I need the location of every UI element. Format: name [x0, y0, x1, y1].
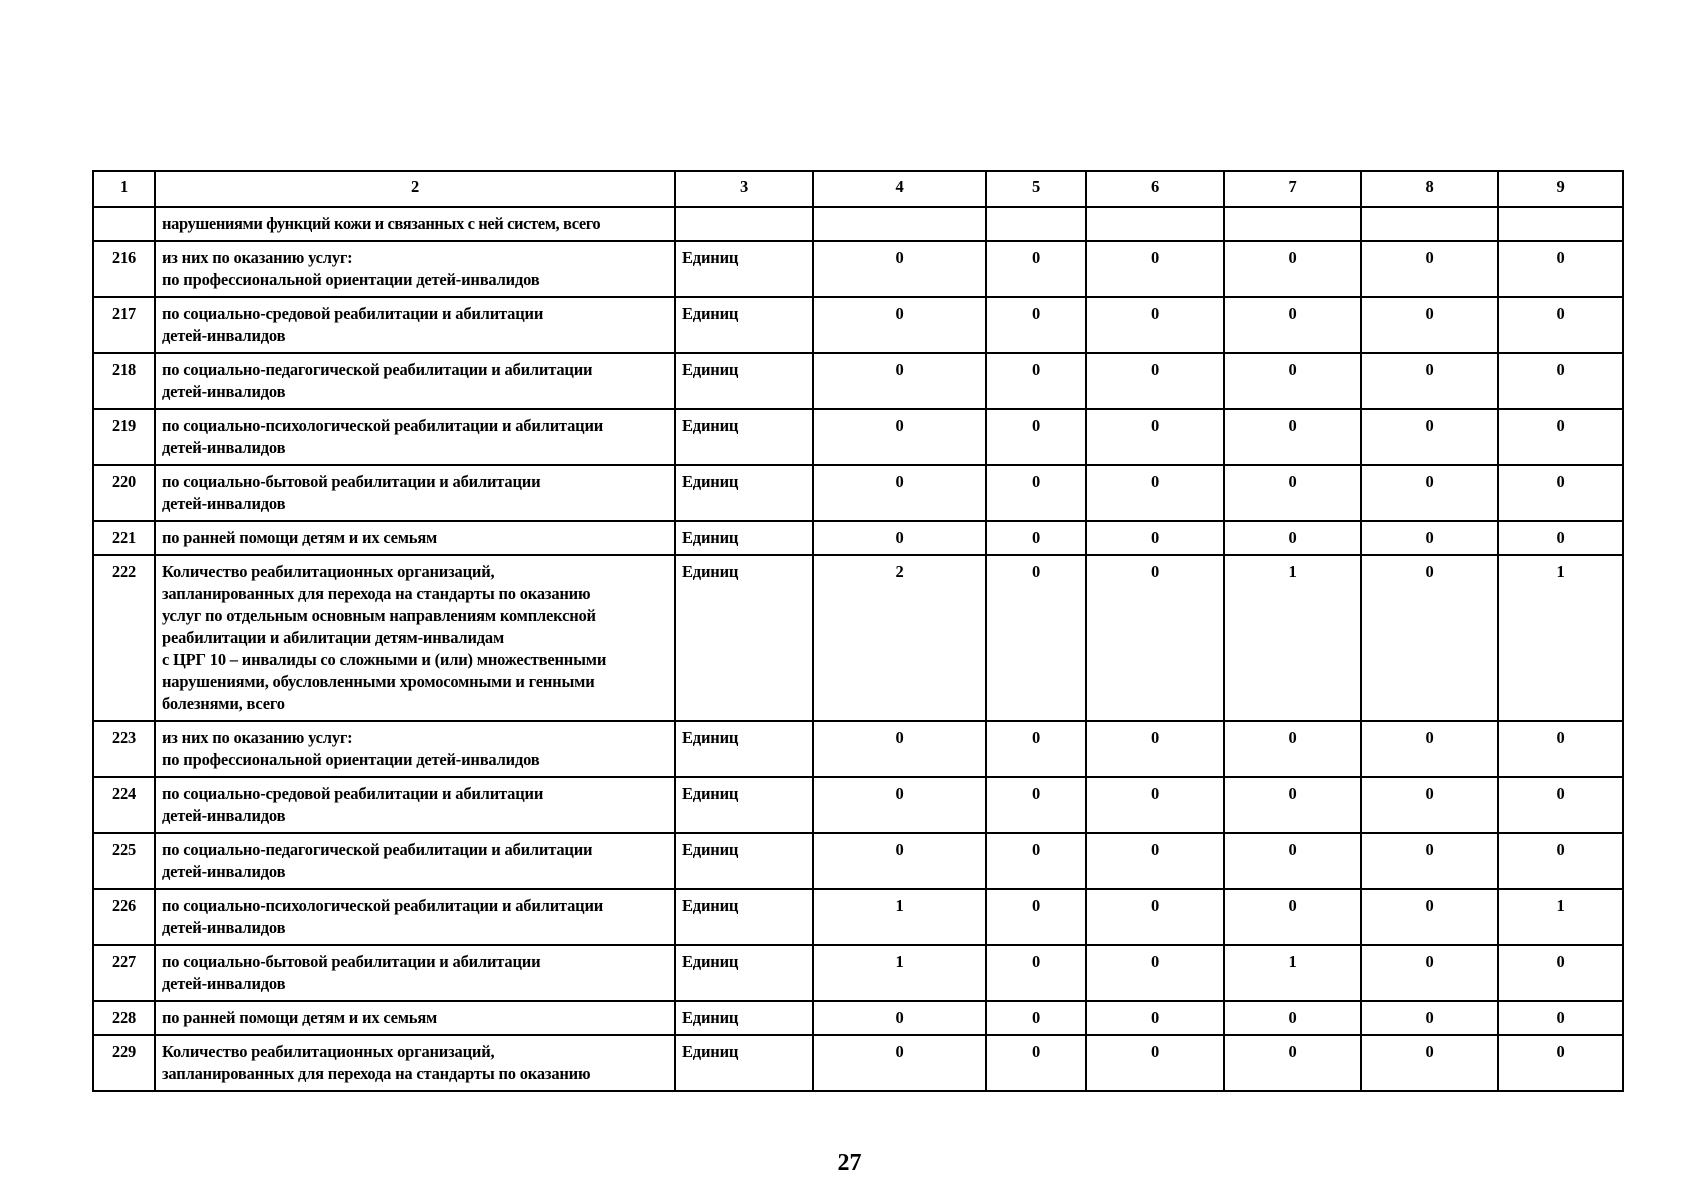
value-cell [1361, 207, 1498, 241]
value-cell: 0 [1086, 241, 1224, 297]
table-row [93, 721, 1623, 777]
value-cell: 0 [1224, 889, 1361, 945]
unit-cell: Единиц [675, 465, 813, 521]
value-cell: 0 [1361, 945, 1498, 1001]
table-row [93, 945, 1623, 1001]
row-number-cell [93, 207, 155, 241]
value-cell: 0 [1086, 777, 1224, 833]
unit-cell: Единиц [675, 945, 813, 1001]
value-cell: 0 [813, 297, 986, 353]
value-cell: 0 [986, 889, 1086, 945]
unit-cell: Единиц [675, 241, 813, 297]
value-cell: 0 [986, 241, 1086, 297]
unit-cell [675, 207, 813, 241]
value-cell: 0 [1086, 465, 1224, 521]
value-cell: 0 [1086, 721, 1224, 777]
value-cell: 0 [1086, 833, 1224, 889]
unit-cell: Единиц [675, 353, 813, 409]
unit-cell: Единиц [675, 833, 813, 889]
value-cell: 0 [986, 353, 1086, 409]
value-cell: 0 [1224, 465, 1361, 521]
table-row [93, 1001, 1623, 1035]
value-cell: 0 [1086, 409, 1224, 465]
row-number-cell: 229 [93, 1035, 155, 1091]
row-number-cell: 218 [93, 353, 155, 409]
column-header: 7 [1224, 171, 1361, 207]
column-header: 3 [675, 171, 813, 207]
value-cell: 0 [1361, 297, 1498, 353]
table-row [93, 465, 1623, 521]
column-header: 2 [155, 171, 675, 207]
value-cell: 0 [1361, 1035, 1498, 1091]
value-cell: 0 [1498, 353, 1623, 409]
value-cell [1498, 207, 1623, 241]
value-cell: 2 [813, 555, 986, 721]
statistics-table [92, 170, 1624, 1092]
value-cell: 0 [1224, 353, 1361, 409]
column-header: 4 [813, 171, 986, 207]
unit-cell: Единиц [675, 1001, 813, 1035]
row-description-cell: по ранней помощи детям и их семьям [155, 1001, 675, 1035]
value-cell: 0 [813, 1001, 986, 1035]
value-cell [1224, 207, 1361, 241]
continuation-row [93, 207, 1623, 241]
table-row [93, 353, 1623, 409]
value-cell: 0 [1224, 777, 1361, 833]
value-cell: 0 [1361, 889, 1498, 945]
column-header: 8 [1361, 171, 1498, 207]
row-description-cell: по ранней помощи детям и их семьям [155, 521, 675, 555]
row-number-cell: 221 [93, 521, 155, 555]
column-header: 1 [93, 171, 155, 207]
value-cell: 0 [1224, 1035, 1361, 1091]
value-cell: 0 [1498, 297, 1623, 353]
value-cell: 0 [1361, 777, 1498, 833]
value-cell: 0 [1086, 353, 1224, 409]
row-number-cell: 223 [93, 721, 155, 777]
value-cell: 0 [1361, 465, 1498, 521]
value-cell: 0 [986, 1001, 1086, 1035]
value-cell: 0 [1086, 1001, 1224, 1035]
row-description-cell: по социально-психологической реабилитации и абилитации детей-инвалидов [155, 889, 675, 945]
row-description-cell: по социально-психологической реабилитации и абилитации детей-инвалидов [155, 409, 675, 465]
value-cell: 0 [1361, 409, 1498, 465]
value-cell: 0 [1498, 721, 1623, 777]
value-cell: 0 [1498, 777, 1623, 833]
row-description-cell: по социально-бытовой реабилитации и абилитации детей-инвалидов [155, 945, 675, 1001]
row-description-cell: по социально-педагогической реабилитации и абилитации детей-инвалидов [155, 353, 675, 409]
table-row [93, 241, 1623, 297]
column-header: 9 [1498, 171, 1623, 207]
value-cell: 0 [1498, 465, 1623, 521]
value-cell: 0 [986, 555, 1086, 721]
value-cell: 0 [986, 945, 1086, 1001]
value-cell: 1 [1498, 555, 1623, 721]
row-number-cell: 219 [93, 409, 155, 465]
row-number-cell: 222 [93, 555, 155, 721]
value-cell: 0 [813, 721, 986, 777]
row-description-cell: Количество реабилитационных организаций, запланированных для перехода на стандарты по оказанию услуг по отдельным основным направлениям комплексной реабилитации и абилитации детям-инвалидам с ЦРГ 10 – инвалиды со сложными и (или) множественными нарушениями, обусловленными хромосомными и генными болезнями, всего [155, 555, 675, 721]
column-number-header-row [93, 171, 1623, 207]
page-number: 27 [837, 1150, 862, 1176]
table-row [93, 409, 1623, 465]
value-cell: 1 [813, 945, 986, 1001]
value-cell: 0 [1086, 1035, 1224, 1091]
value-cell: 0 [1498, 241, 1623, 297]
unit-cell: Единиц [675, 555, 813, 721]
row-number-cell: 226 [93, 889, 155, 945]
value-cell: 0 [813, 465, 986, 521]
table-row [93, 521, 1623, 555]
value-cell: 0 [986, 777, 1086, 833]
value-cell: 0 [1361, 353, 1498, 409]
value-cell: 0 [1224, 721, 1361, 777]
row-description-cell: нарушениями функций кожи и связанных с ней систем, всего [155, 207, 675, 241]
value-cell: 0 [1224, 521, 1361, 555]
value-cell: 0 [1498, 945, 1623, 1001]
value-cell: 0 [1498, 409, 1623, 465]
value-cell: 0 [813, 409, 986, 465]
table-row [93, 833, 1623, 889]
value-cell: 0 [986, 833, 1086, 889]
row-description-cell: по социально-средовой реабилитации и абилитации детей-инвалидов [155, 777, 675, 833]
value-cell: 0 [1224, 241, 1361, 297]
value-cell: 0 [1361, 721, 1498, 777]
value-cell: 1 [813, 889, 986, 945]
table-row [93, 297, 1623, 353]
unit-cell: Единиц [675, 889, 813, 945]
row-description-cell: из них по оказанию услуг: по профессиональной ориентации детей-инвалидов [155, 241, 675, 297]
row-number-cell: 228 [93, 1001, 155, 1035]
value-cell: 0 [1086, 889, 1224, 945]
value-cell: 0 [1361, 833, 1498, 889]
row-description-cell: по социально-бытовой реабилитации и абилитации детей-инвалидов [155, 465, 675, 521]
value-cell: 0 [813, 1035, 986, 1091]
row-description-cell: по социально-средовой реабилитации и абилитации детей-инвалидов [155, 297, 675, 353]
value-cell: 0 [1361, 555, 1498, 721]
unit-cell: Единиц [675, 297, 813, 353]
value-cell: 0 [1086, 297, 1224, 353]
value-cell: 0 [1498, 833, 1623, 889]
table-row [93, 777, 1623, 833]
value-cell: 0 [986, 1035, 1086, 1091]
value-cell: 0 [1361, 521, 1498, 555]
value-cell: 0 [813, 353, 986, 409]
value-cell: 0 [1498, 521, 1623, 555]
value-cell [813, 207, 986, 241]
unit-cell: Единиц [675, 1035, 813, 1091]
unit-cell: Единиц [675, 777, 813, 833]
value-cell: 0 [986, 721, 1086, 777]
row-description-cell: Количество реабилитационных организаций, запланированных для перехода на стандарты по оказанию [155, 1035, 675, 1091]
row-description-cell: по социально-педагогической реабилитации и абилитации детей-инвалидов [155, 833, 675, 889]
row-number-cell: 227 [93, 945, 155, 1001]
value-cell: 0 [1224, 409, 1361, 465]
table-row [93, 1035, 1623, 1091]
row-number-cell: 220 [93, 465, 155, 521]
value-cell: 0 [986, 521, 1086, 555]
value-cell [986, 207, 1086, 241]
value-cell: 0 [1498, 1001, 1623, 1035]
value-cell: 0 [813, 833, 986, 889]
value-cell: 1 [1224, 555, 1361, 721]
value-cell: 0 [813, 521, 986, 555]
value-cell: 0 [1361, 241, 1498, 297]
value-cell: 0 [813, 777, 986, 833]
column-header: 6 [1086, 171, 1224, 207]
value-cell: 1 [1224, 945, 1361, 1001]
row-number-cell: 216 [93, 241, 155, 297]
value-cell: 1 [1498, 889, 1623, 945]
row-description-cell: из них по оказанию услуг: по профессиональной ориентации детей-инвалидов [155, 721, 675, 777]
document-table-container [92, 170, 1622, 1092]
unit-cell: Единиц [675, 409, 813, 465]
value-cell: 0 [986, 409, 1086, 465]
value-cell [1086, 207, 1224, 241]
table-row [93, 555, 1623, 721]
value-cell: 0 [1086, 521, 1224, 555]
value-cell: 0 [1361, 1001, 1498, 1035]
row-number-cell: 224 [93, 777, 155, 833]
row-number-cell: 225 [93, 833, 155, 889]
value-cell: 0 [1086, 945, 1224, 1001]
value-cell: 0 [813, 241, 986, 297]
row-number-cell: 217 [93, 297, 155, 353]
value-cell: 0 [986, 465, 1086, 521]
value-cell: 0 [986, 297, 1086, 353]
table-row [93, 889, 1623, 945]
unit-cell: Единиц [675, 721, 813, 777]
value-cell: 0 [1224, 297, 1361, 353]
value-cell: 0 [1498, 1035, 1623, 1091]
unit-cell: Единиц [675, 521, 813, 555]
value-cell: 0 [1224, 1001, 1361, 1035]
column-header: 5 [986, 171, 1086, 207]
table-body [93, 171, 1623, 1091]
value-cell: 0 [1086, 555, 1224, 721]
value-cell: 0 [1224, 833, 1361, 889]
